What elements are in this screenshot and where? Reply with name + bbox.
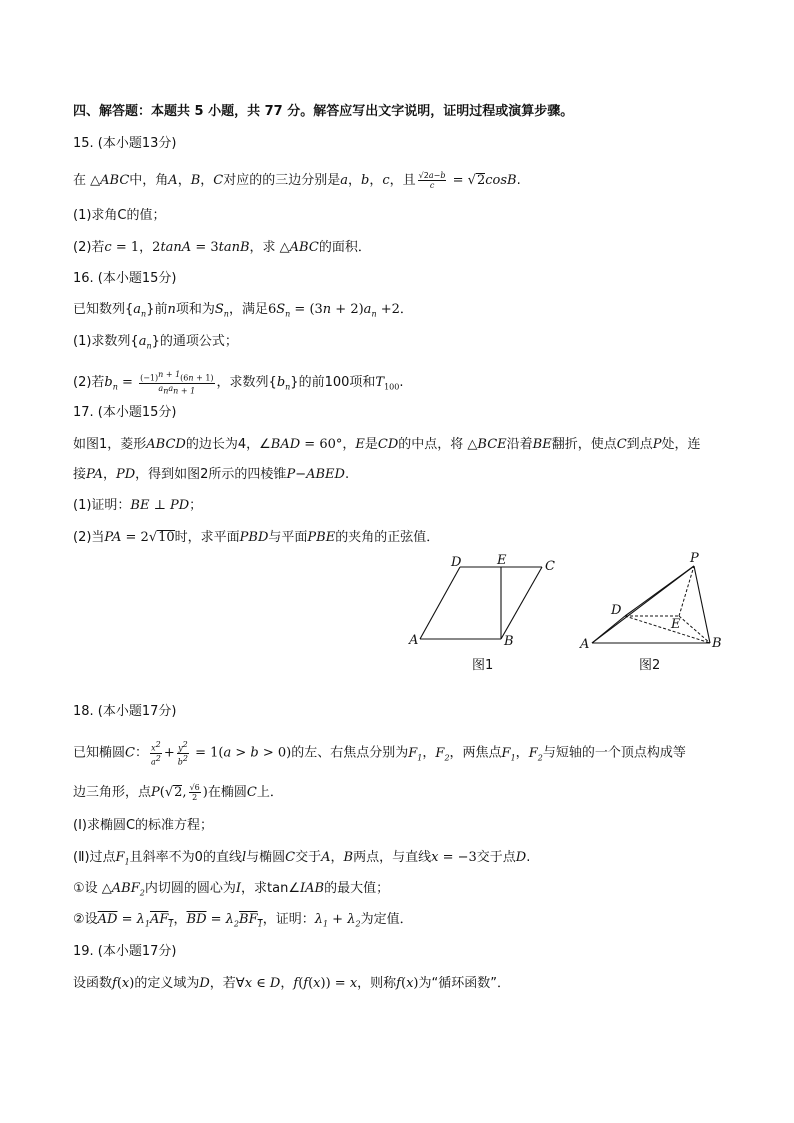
- fig2-caption: 图2: [639, 658, 661, 673]
- q16-part1: (1)求数列$\{a_n\}$的通项公式；: [73, 334, 238, 351]
- fig2-edge-PD: [625, 566, 694, 616]
- fig2-dashed-DB: [625, 616, 710, 643]
- q15-part1: (1)求角C的值；: [73, 208, 166, 223]
- fig1-label-C: C: [545, 559, 555, 574]
- q18-fraction-y: $\frac{y^2}{b^2}$: [177, 740, 188, 767]
- q18-stem-line2: 边三角形，点P(√2, $\frac{√6}{2}$ )在椭圆C上．: [73, 783, 283, 802]
- figure-1-rhombus: [400, 552, 570, 677]
- q15-part2: (2)若c = 1，2tanA = 3tanB，求 △ABC的面积．: [73, 240, 371, 255]
- fig2-edge-AD: [592, 616, 625, 643]
- section-header: 四、解答题：本题共 5 小题，共 77 分。解答应写出文字说明，证明过程或演算步骤。: [73, 104, 574, 119]
- fig2-label-D: D: [611, 603, 622, 618]
- fig2-label-E: E: [671, 617, 681, 632]
- fig1-caption: 图1: [472, 658, 494, 673]
- figure-2-pyramid: [575, 548, 735, 676]
- q16-part2: (2)若$b_n$ = $\frac{(-1)^{n + 1}(6n + 1)}{a_na_{n + 1}}$ ，求数列$\{b_n\}$的前100项和$T_{100}$.: [73, 370, 404, 396]
- q16-heading: 16. (本小题15分): [73, 271, 177, 286]
- q18-heading: 18. (本小题17分): [73, 704, 177, 719]
- q18-sub-1: ①设 $\triangle ABF_2$内切圆的圆心为I，求tan∠IAB的最大值；: [73, 881, 390, 898]
- q17-stem-line2: 接PA，PD，得到如图2所示的四棱锥P−ABED.: [73, 467, 350, 482]
- q15-fraction: $\frac{√2a-b}{c}$: [418, 171, 446, 190]
- fig1-label-E: E: [497, 553, 507, 568]
- fig1-label-A: A: [409, 633, 419, 648]
- q18-point-fraction: $\frac{√6}{2}$: [189, 783, 200, 802]
- q17-part1: (1)证明：BE ⊥ PD；: [73, 498, 203, 513]
- q18-sub-2: ②设$\overline{AD} = \lambda_1AF_1$，$\overline{BD} = \lambda_2BF_1$，证明：$\lambda_1 + \lambda_2$为定值．: [73, 912, 413, 929]
- q18-part-ii: (Ⅱ)过点$F_1$且斜率不为0的直线l与椭圆C交于A，B两点，与直线x = −3交于点D.: [73, 850, 531, 867]
- fig2-label-A: A: [580, 637, 590, 652]
- fig1-label-D: D: [451, 555, 462, 570]
- fig2-label-P: P: [690, 551, 699, 566]
- fig1-edge-DA: [420, 567, 460, 639]
- q15-stem: 在 △ABC中，角A，B，C对应的的三边分别是a，b，c，且 $\frac{√2a-b}{c}$ = √2cosB.: [73, 171, 521, 190]
- fig2-dashed-PE: [679, 566, 694, 616]
- q18-part-i: (Ⅰ)求椭圆C的标准方程；: [73, 818, 214, 833]
- q16-fraction: $\frac{(-1)^{n + 1}(6n + 1)}{a_na_{n + 1}}$: [140, 370, 214, 396]
- q18-fraction-x: $\frac{x^2}{a^2}$: [150, 740, 161, 767]
- q19-heading: 19. (本小题17分): [73, 944, 177, 959]
- q17-stem-line1: 如图1，菱形ABCD的边长为4，∠BAD = 60°，E是CD的中点，将 △BCE沿着BE翻折，使点C到点P处，连: [73, 437, 701, 452]
- q17-heading: 17. (本小题15分): [73, 405, 177, 420]
- fig2-label-B: B: [712, 636, 722, 651]
- q15-heading: 15. (本小题13分): [73, 136, 177, 151]
- q16-stem: 已知数列$\{a_n\}$前n项和为$S_n$，满足$6S_n = (3n + 2)a_n +2$．: [73, 302, 413, 319]
- fig1-label-B: B: [504, 634, 514, 649]
- fig2-edge-PB: [694, 566, 710, 643]
- q18-stem-line1: 已知椭圆C： $\frac{x^2}{a^2}$ + $\frac{y^2}{b^2}$ = 1(a > b > 0)的左、右焦点分别为$F_1$，$F_2$，两焦点$F_1$，$F_2$与短轴的一个顶点构成等: [73, 740, 686, 767]
- q19-stem: 设函数f(x)的定义域为D，若∀x ∈ D，f(f(x)) = x，则称f(x)为“循环函数”．: [73, 976, 510, 991]
- fig1-edge-BC: [501, 567, 542, 639]
- q17-part2: (2)当PA = 2√10时，求平面PBD与平面PBE的夹角的正弦值．: [73, 530, 440, 545]
